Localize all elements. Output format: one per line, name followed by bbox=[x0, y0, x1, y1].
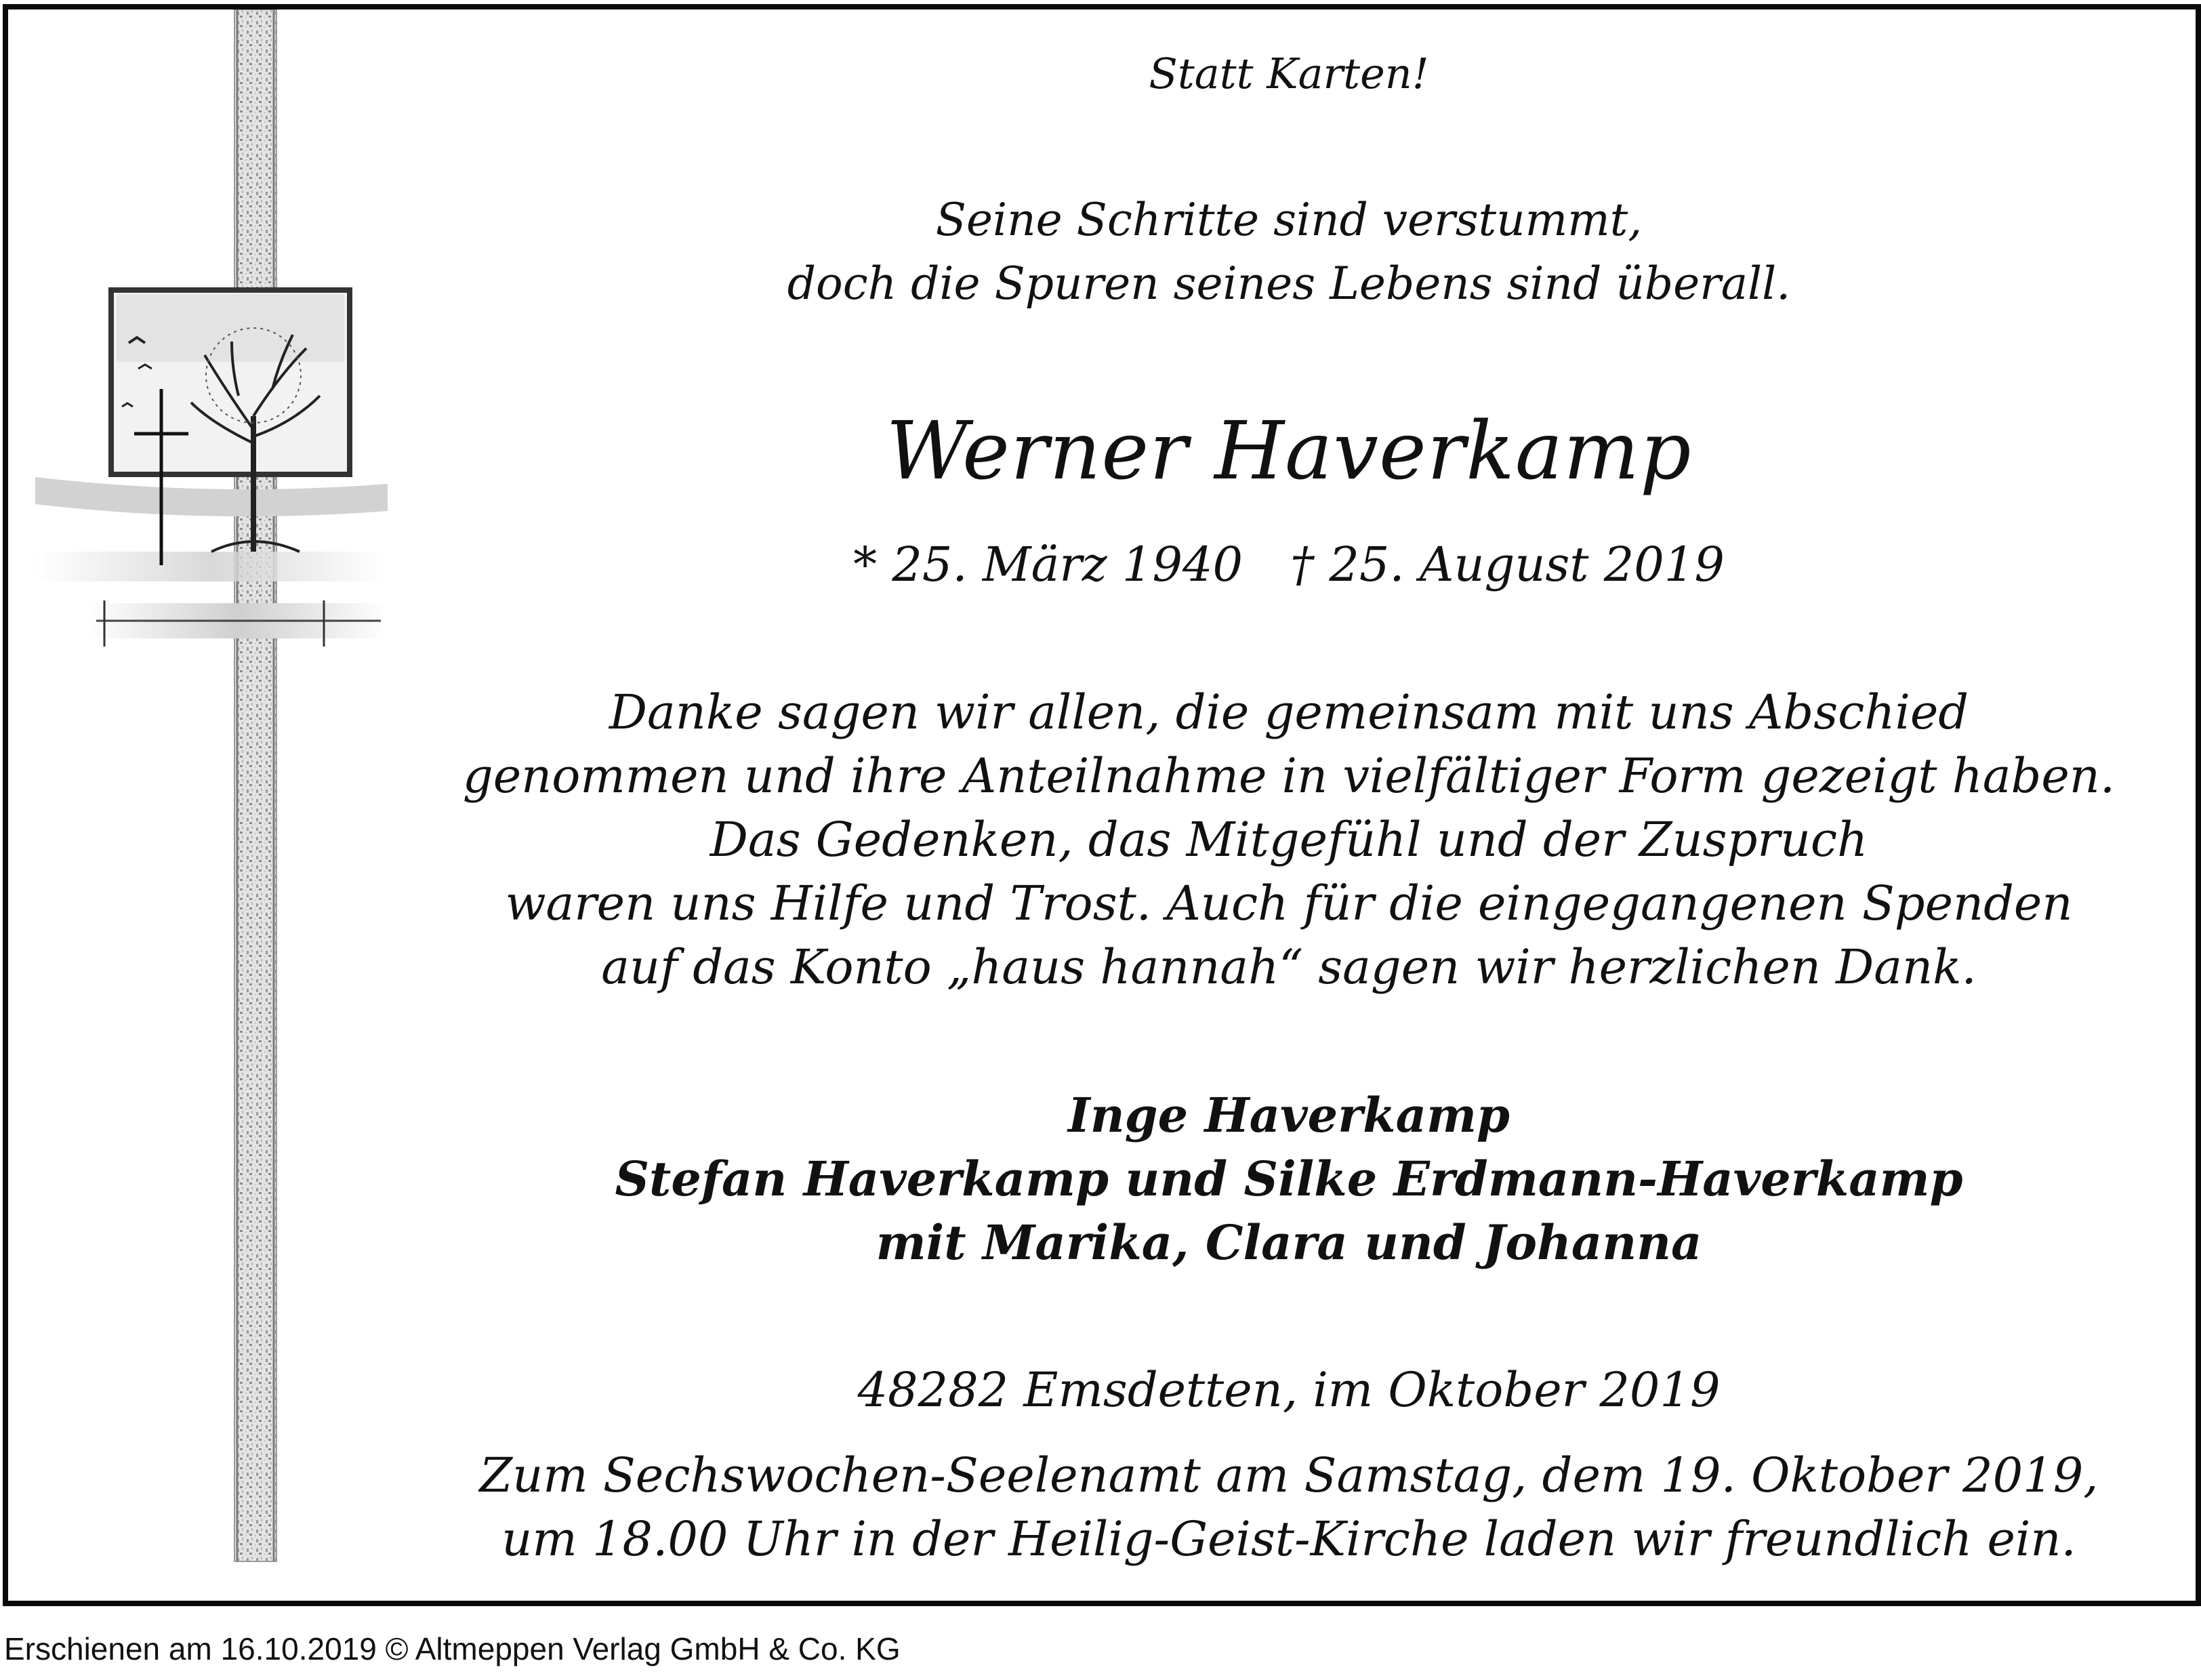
thanks-line: genommen und ihre Anteilnahme in vielfältiger Form gezeigt haben. bbox=[462, 748, 2116, 804]
family-line: Stefan Haverkamp und Silke Erdmann-Haverkamp bbox=[615, 1151, 1963, 1207]
thanks-line: Das Gedenken, das Mitgefühl und der Zuspruch bbox=[709, 812, 1868, 867]
cross-tree-illustration bbox=[8, 9, 428, 1601]
thanks-line: Danke sagen wir allen, die gemeinsam mit uns Abschied bbox=[609, 684, 1969, 740]
verse-line: Seine Schritte sind verstummt, bbox=[935, 194, 1643, 246]
verse-line: doch die Spuren seines Lebens sind überall. bbox=[787, 258, 1791, 310]
family-line: mit Marika, Clara und Johanna bbox=[876, 1214, 1702, 1271]
header-text: Statt Karten! bbox=[1149, 49, 1429, 98]
publication-footer: Erschienen am 16.10.2019 © Altmeppen Verlag GmbH & Co. KG bbox=[4, 1631, 901, 1666]
tree-icon bbox=[35, 290, 388, 565]
life-dates bbox=[415, 537, 2163, 592]
death-date: † 25. August 2019 bbox=[1290, 537, 1725, 592]
notice-text bbox=[415, 9, 2163, 1601]
invitation-line: um 18.00 Uhr in der Heilig-Geist-Kirche laden wir freundlich ein. bbox=[501, 1511, 2076, 1567]
thanks-line: waren uns Hilfe und Trost. Auch für die eingegangenen Spenden bbox=[505, 876, 2073, 931]
deceased-name: Werner Haverkamp bbox=[886, 404, 1692, 497]
birth-date: * 25. März 1940 bbox=[853, 537, 1243, 592]
obituary-notice bbox=[3, 4, 2201, 1606]
thanks-line: auf das Konto „haus hannah“ sagen wir herzlichen Dank. bbox=[601, 939, 1977, 995]
family-line: Inge Haverkamp bbox=[1068, 1087, 1510, 1143]
cross-icon bbox=[35, 9, 388, 1561]
place-date: 48282 Emsdetten, im Oktober 2019 bbox=[857, 1362, 1721, 1418]
invitation-line: Zum Sechswochen-Seelenamt am Samstag, dem 19. Oktober 2019, bbox=[479, 1448, 2099, 1503]
